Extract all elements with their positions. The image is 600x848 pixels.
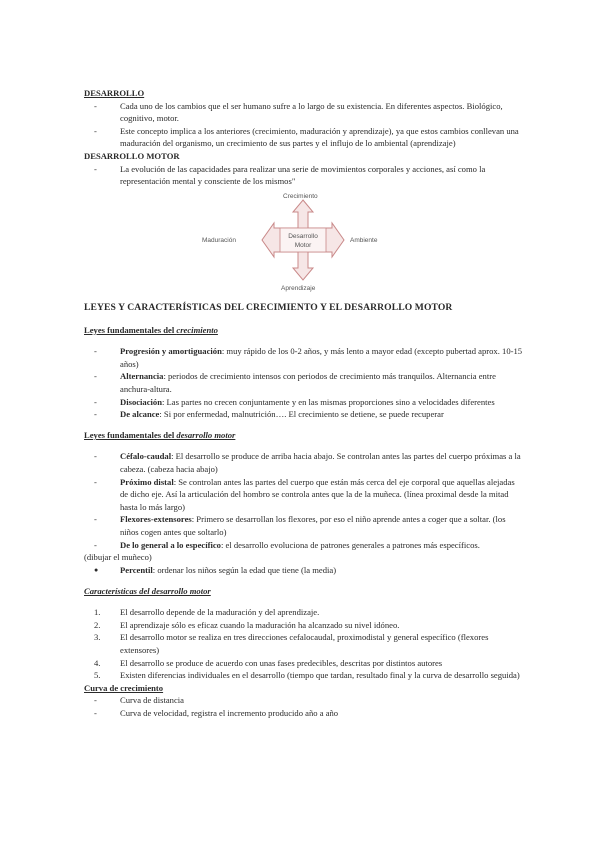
list-item: - Céfalo-caudal: El desarrollo se produce de arriba hacia abajo. Se controlan antes las partes del cuerpo próximas a la cabeza. (cabeza hacia abajo)	[84, 450, 524, 475]
diagram-center-label-1: Desarrollo	[288, 232, 318, 240]
dash-bullet: -	[94, 707, 97, 718]
number-marker: 1.	[94, 607, 101, 618]
list-item: 1. El desarrollo depende de la maduración y del aprendizaje.	[84, 606, 524, 619]
number-marker: 4.	[94, 657, 101, 668]
subheading-leyes-crecimiento: Leyes fundamentales del crecimiento	[84, 324, 218, 335]
subheading-leyes-desarrollo-motor: Leyes fundamentales del desarrollo motor	[84, 430, 236, 441]
list-item: - Curva de distancia	[84, 694, 524, 707]
development-diagram	[84, 192, 524, 296]
list-item: - Cada uno de los cambios que el ser humano sufre a lo largo de su existencia. En diferentes aspectos. Biológico, cognitivo, motor.	[84, 100, 524, 125]
list-item: 2. El aprendizaje sólo es eficaz cuando la maduración ha alcanzado su nivel idóneo.	[84, 619, 524, 632]
dash-bullet: -	[94, 163, 97, 174]
number-marker: 2.	[94, 619, 101, 630]
dash-bullet: -	[94, 396, 97, 407]
list-item: - De lo general a lo específico: el desarrollo evoluciona de patrones generales a patrones más específicos.	[84, 539, 524, 552]
dash-bullet: -	[94, 539, 97, 550]
number-marker: 3.	[94, 632, 101, 643]
subheading-curva: Curva de crecimiento	[84, 682, 164, 693]
subheading-caracteristicas: Características del desarrollo motor	[84, 586, 211, 596]
leyes-crecimiento-list	[84, 345, 524, 421]
caracteristicas-list	[84, 606, 524, 682]
list-item: - Curva de velocidad, registra el incremento producido año a año	[84, 707, 524, 720]
dash-bullet: -	[94, 476, 97, 487]
main-title: LEYES Y CARACTERÍSTICAS DEL CRECIMIENTO Y EL DESARROLLO MOTOR	[84, 301, 453, 313]
document-content	[84, 87, 524, 720]
section-heading-desarrollo: DESARROLLO	[84, 88, 145, 98]
percentil-list	[84, 564, 524, 577]
dash-bullet: -	[94, 695, 97, 706]
list-item: 3. El desarrollo motor se realiza en tres direcciones cefalocaudal, proximodistal y general específico (flexores extensores)	[84, 631, 524, 656]
curva-list	[84, 694, 524, 719]
note-dibujar: (dibujar el muñeco)	[84, 552, 152, 563]
diagram-label-right: Ambiente	[350, 236, 378, 244]
desarrollo-motor-list	[84, 163, 524, 188]
number-marker: 5.	[94, 670, 101, 681]
list-item: - De alcance: Si por enfermedad, malnutrición…. El crecimiento se detiene, se puede recuperar	[84, 408, 524, 421]
list-item: 4. El desarrollo se produce de acuerdo con unas fases predecibles, descritas por distintos autores	[84, 657, 524, 670]
list-item: ● Percentil: ordenar los niños según la edad que tiene (la media)	[84, 564, 524, 577]
diagram-center-label-2: Motor	[294, 241, 312, 249]
section-heading-desarrollo-motor: DESARROLLO MOTOR	[84, 150, 180, 161]
dash-bullet: -	[94, 451, 97, 462]
dash-bullet: -	[94, 514, 97, 525]
desarrollo-list	[84, 100, 524, 150]
list-item: - Alternancia: periodos de crecimiento intensos con periodos de crecimiento más tranquilos. Alternancia entre anchura-altura.	[84, 370, 524, 395]
dash-bullet: -	[94, 125, 97, 136]
diagram-label-left: Maduración	[202, 236, 236, 244]
list-item: 5. Existen diferencias individuales en el desarrollo (tiempo que tardan, resultado final y la curva de desarrollo seguida)	[84, 669, 524, 682]
dash-bullet: -	[94, 100, 97, 111]
leyes-desarrollo-motor-list	[84, 450, 524, 551]
dash-bullet: -	[94, 371, 97, 382]
diagram-label-top: Crecimiento	[283, 192, 318, 200]
dot-bullet: ●	[94, 565, 99, 574]
diagram-label-bottom: Aprendizaje	[281, 284, 316, 292]
list-item: - Este concepto implica a los anteriores (crecimiento, maduración y aprendizaje), ya que estos cambios conllevan una maduración del organismo, un crecimiento de sus partes y el influjo de lo ambiental (aprendizaje)	[84, 125, 524, 150]
list-item: - Progresión y amortiguación: muy rápido de los 0-2 años, y más lento a mayor edad (excepto pubertad aprox. 10-15 años)	[84, 345, 524, 370]
list-item: - La evolución de las capacidades para realizar una serie de movimientos corporales y acciones, así como la representación mental y consciente de los mismos"	[84, 163, 524, 188]
list-item: - Flexores-extensores: Primero se desarrollan los flexores, por eso el niño aprende antes a coger que a soltar. (los niños cogen antes que soltarlo)	[84, 513, 524, 538]
list-item: - Disociación: Las partes no crecen conjuntamente y en las mismas proporciones sino a velocidades diferentes	[84, 396, 524, 409]
dash-bullet: -	[94, 409, 97, 420]
dash-bullet: -	[94, 346, 97, 357]
list-item: - Próximo distal: Se controlan antes las partes del cuerpo que están más cerca del eje corporal que aquellas alejadas de dicho eje. Así la articulación del hombro se controla antes que la de la muñeca. (línea proximal desde la mitad hasta lo más largo)	[84, 476, 524, 514]
